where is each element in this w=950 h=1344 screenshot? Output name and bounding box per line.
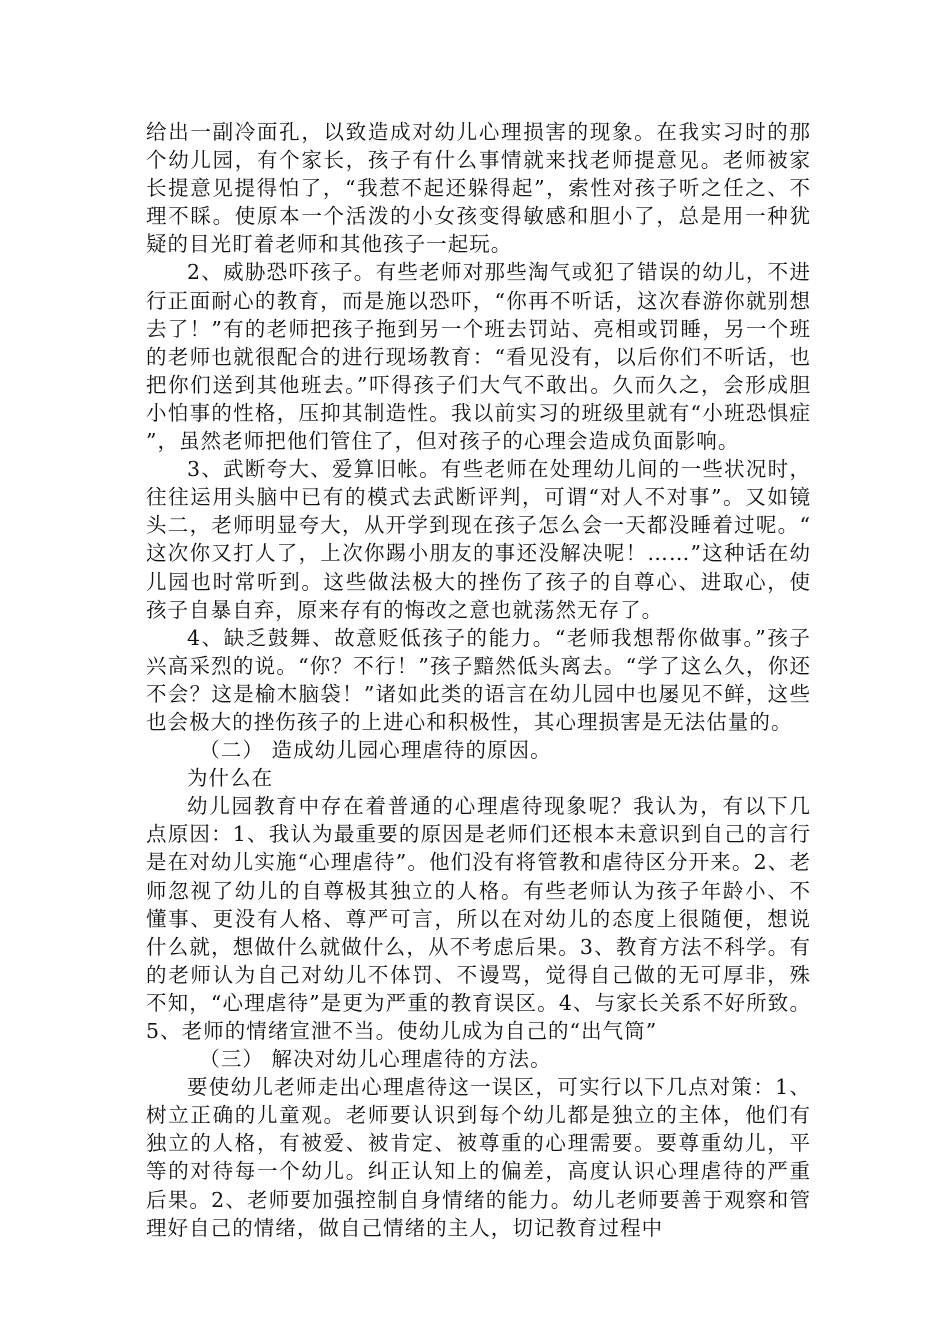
- paragraph-solutions: 要使幼儿老师走出心理虐待这一误区，可实行以下几点对策：1、树立正确的儿童观。老师要认识到每个幼儿都是独立的主体，他们有独立的人格，有被爱、被肯定、被尊重的心理需要。要尊重幼儿，平等的对待每一个幼儿。纠正认知上的偏差，高度认识心理虐待的严重后果。2、老师要加强控制自身情绪的能力。幼儿老师要善于观察和管理好自己的情绪，做自己情绪的主人，切记教育过程中: [146, 1075, 811, 1240]
- section-heading-3: （三） 解决对幼儿心理虐待的方法。: [199, 1047, 552, 1072]
- paragraph-fragment: 为什么在: [187, 766, 274, 791]
- section-heading-2: （二） 造成幼儿园心理虐待的原因。: [199, 738, 552, 763]
- paragraph-item-4: 4、缺乏鼓舞、故意贬低孩子的能力。“老师我想帮你做事。”孩子兴高采烈的说。“你？不行！”孩子黯然低头离去。“学了这么久，你还不会？这是榆木脑袋！”诸如此类的语言在幼儿园中也屡见不鲜，这些也会极大的挫伤孩子的上进心和积极性，其心理损害是无法估量的。: [146, 625, 811, 734]
- paragraph-item-3: 3、武断夸大、爱算旧帐。有些老师在处理幼儿间的一些状况时，往往运用头脑中已有的模式去武断评判，可谓“对人不对事”。又如镜头二，老师明显夸大，从开学到现在孩子怎么会一天都没睡着过呢。“这次你又打人了，上次你踢小朋友的事还没解决呢！……”这种话在幼儿园也时常听到。这些做法极大的挫伤了孩子的自尊心、进取心，使孩子自暴自弃，原来存有的悔改之意也就荡然无存了。: [146, 457, 811, 622]
- document-page: [146, 118, 811, 1242]
- paragraph-continuation: 给出一副冷面孔，以致造成对幼儿心理损害的现象。在我实习时的那个幼儿园，有个家长，孩子有什么事情就来找老师提意见。老师被家长提意见提得怕了，“我惹不起还躲得起”，索性对孩子听之任之、不理不睬。使原本一个活泼的小女孩变得敏感和胆小了，总是用一种犹疑的目光盯着老师和其他孩子一起玩。: [146, 120, 811, 257]
- paragraph-item-2: 2、威胁恐吓孩子。有些老师对那些淘气或犯了错误的幼儿，不进行正面耐心的教育，而是施以恐吓，“你再不听话，这次春游你就别想去了！”有的老师把孩子拖到另一个班去罚站、亮相或罚睡，另一个班的老师也就很配合的进行现场教育：“看见没有，以后你们不听话，也把你们送到其他班去。”吓得孩子们大气不敢出。久而久之，会形成胆小怕事的性格，压抑其制造性。我以前实习的班级里就有“小班恐惧症”，虽然老师把他们管住了，但对孩子的心理会造成负面影响。: [146, 260, 811, 454]
- paragraph-causes: 幼儿园教育中存在着普通的心理虐待现象呢？我认为，有以下几点原因：1、我认为最重要的原因是老师们还根本未意识到自己的言行是在对幼儿实施“心理虐待”。他们没有将管教和虐待区分开来。2、老师忽视了幼儿的自尊极其独立的人格。有些老师认为孩子年龄小、不懂事、更没有人格、尊严可言，所以在对幼儿的态度上很随便，想说什么就，想做什么就做什么，从不考虑后果。3、教育方法不科学。有的老师认为自己对幼儿不体罚、不谩骂，觉得自己做的无可厚非，殊不知，“心理虐待”是更为严重的教育误区。4、与家长关系不好所致。5、老师的情绪宣泄不当。使幼儿成为自己的“出气筒”: [146, 794, 811, 1043]
